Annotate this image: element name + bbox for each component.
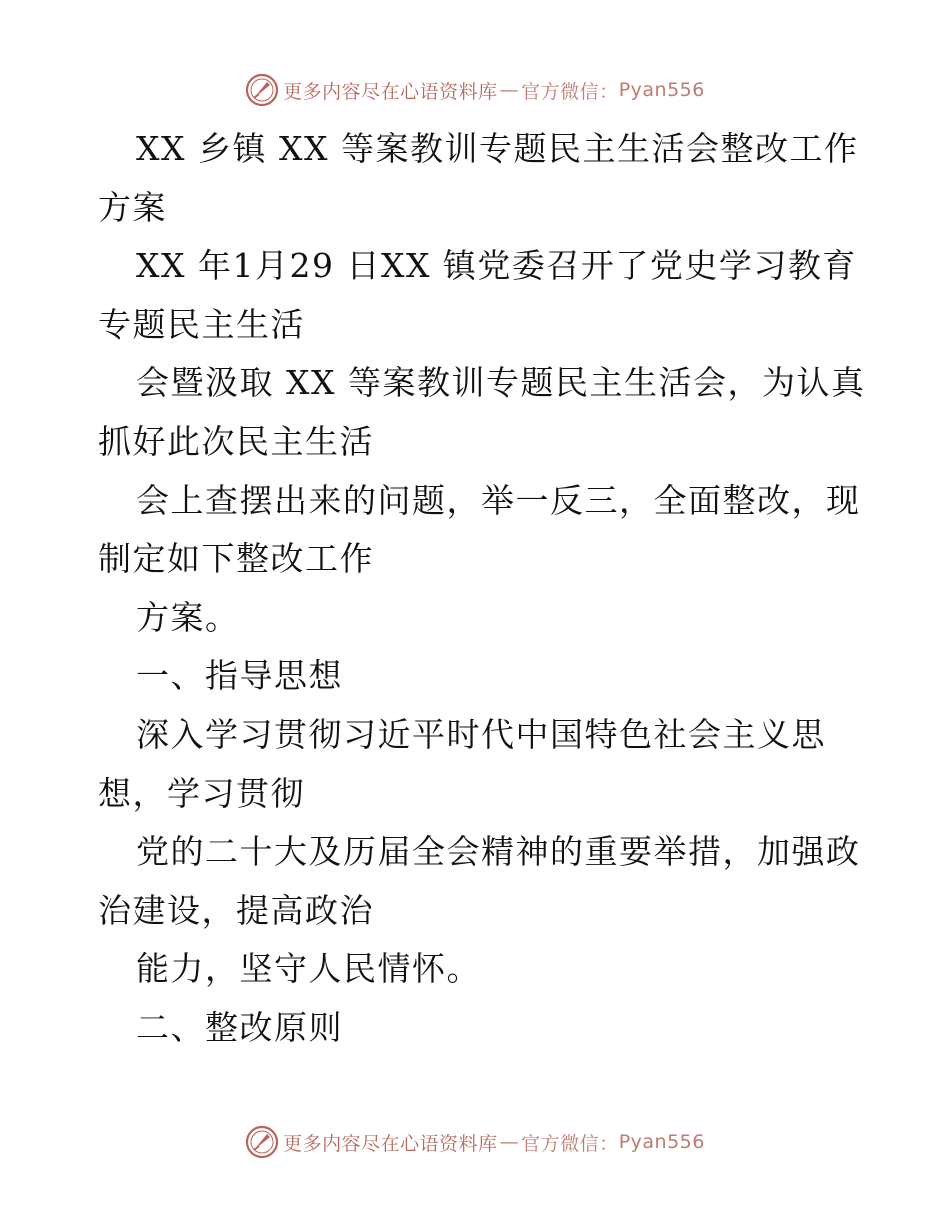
document-body xyxy=(98,120,866,1058)
watermark-main-text: 更多内容尽在心语资料库 xyxy=(283,80,498,103)
doc-title-line-1: XX 乡镇 XX 等案教训专题民主生活会整改工作 xyxy=(136,129,859,168)
doc-paragraph-line: 治建设，提高政治 xyxy=(98,890,374,930)
section-heading-guiding-ideology: 一、指导思想 xyxy=(136,656,343,696)
doc-paragraph-line: 方案。 xyxy=(136,597,240,637)
watermark-wechat-label: 官方微信： xyxy=(521,80,619,103)
doc-title-line-2: 方案 xyxy=(98,187,167,227)
doc-paragraph-line: 抓好此次民主生活 xyxy=(98,421,374,461)
doc-paragraph-line: 制定如下整改工作 xyxy=(98,539,374,579)
quill-logo-icon xyxy=(245,1125,279,1159)
doc-paragraph-line: 会上查摆出来的问题，举一反三，全面整改，现 xyxy=(136,480,861,520)
watermark-separator: — xyxy=(499,1131,520,1153)
doc-paragraph-line: 专题民主生活 xyxy=(98,304,305,344)
watermark-wechat-id: Pyan556 xyxy=(618,79,705,101)
doc-paragraph-line: XX 年1月29 日XX 镇党委召开了党史学习教育 xyxy=(136,246,857,286)
section-heading-rectification-principles: 二、整改原则 xyxy=(136,1007,343,1047)
doc-paragraph-line: 党的二十大及历届全会精神的重要举措，加强政 xyxy=(136,832,861,872)
doc-paragraph-line: 深入学习贯彻习近平时代中国特色社会主义思 xyxy=(136,714,826,754)
watermark-main-text: 更多内容尽在心语资料库 xyxy=(283,1132,498,1155)
watermark-wechat-id: Pyan556 xyxy=(618,1131,705,1153)
watermark-wechat-label: 官方微信： xyxy=(521,1132,619,1155)
doc-paragraph-line: 会暨汲取 XX 等案教训专题民主生活会，为认真 xyxy=(136,363,866,403)
quill-logo-icon xyxy=(245,73,279,107)
watermark-header xyxy=(0,72,950,108)
doc-paragraph-line: 能力，坚守人民情怀。 xyxy=(136,949,481,989)
doc-paragraph-line: 想，学习贯彻 xyxy=(98,773,305,813)
watermark-separator: — xyxy=(499,79,520,101)
watermark-footer xyxy=(0,1124,950,1160)
